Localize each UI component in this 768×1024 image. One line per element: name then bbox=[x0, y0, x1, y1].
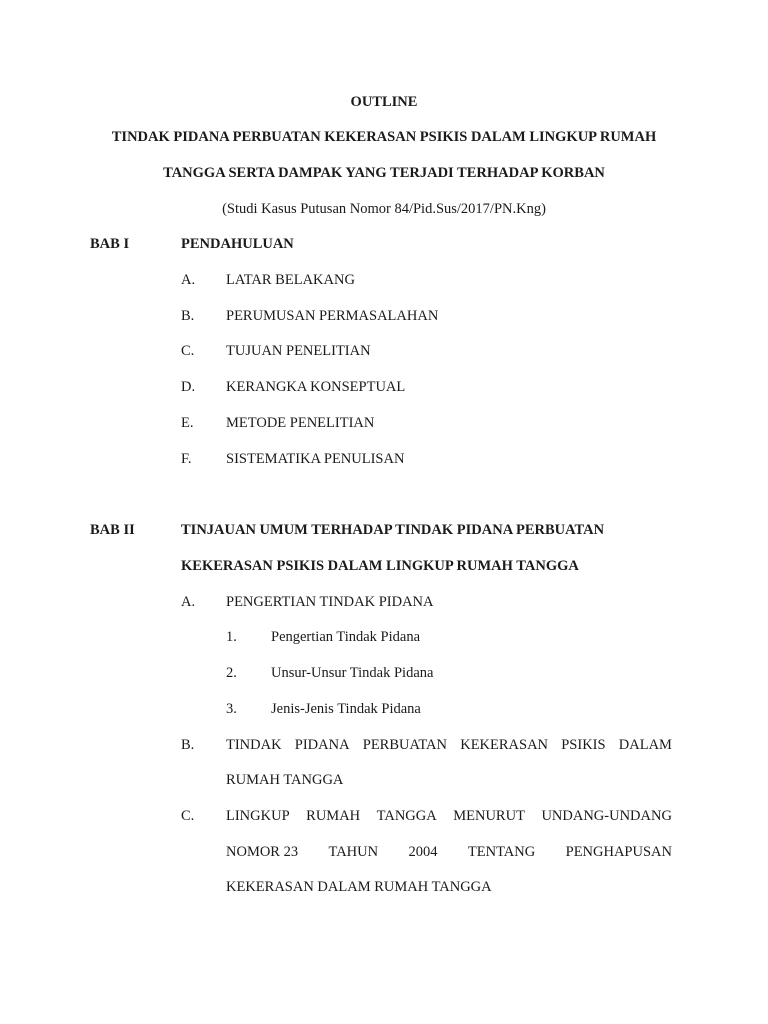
title-line-1: TINDAK PIDANA PERBUATAN KEKERASAN PSIKIS DALAM LINGKUP RUMAH bbox=[111, 129, 657, 145]
bab2-item-b-line-1 bbox=[226, 738, 672, 753]
bab2-subitem-text: Pengertian Tindak Pidana bbox=[271, 629, 421, 645]
bab1-item-letter: C. bbox=[181, 343, 195, 359]
bab1-item-letter: B. bbox=[181, 308, 195, 324]
word: PENGHAPUSAN bbox=[565, 844, 672, 860]
bab2-subitem-number: 3. bbox=[226, 701, 237, 717]
bab1-item-text: METODE PENELITIAN bbox=[226, 415, 375, 431]
bab1-item-text: TUJUAN PENELITIAN bbox=[226, 343, 371, 359]
word: UNDANG-UNDANG bbox=[541, 808, 672, 824]
word: LINGKUP bbox=[226, 808, 290, 824]
title-line-2: TANGGA SERTA DAMPAK YANG TERJADI TERHADAP KORBAN bbox=[163, 165, 605, 181]
bab2-title-line-1: TINJAUAN UMUM TERHADAP TINDAK PIDANA PERBUATAN bbox=[181, 522, 605, 538]
bab1-label: BAB I bbox=[90, 236, 130, 252]
bab2-subitem-number: 1. bbox=[226, 629, 237, 645]
bab2-item-c-line-2 bbox=[226, 845, 672, 860]
word: PERBUATAN bbox=[362, 737, 448, 753]
outline-heading: OUTLINE bbox=[350, 94, 418, 110]
bab2-item-a-letter: A. bbox=[181, 594, 196, 610]
bab2-label: BAB II bbox=[90, 522, 135, 538]
bab2-subitem-text: Unsur-Unsur Tindak Pidana bbox=[271, 665, 434, 681]
word: RUMAH bbox=[306, 808, 361, 824]
word: DALAM bbox=[618, 737, 672, 753]
bab1-title: PENDAHULUAN bbox=[181, 236, 294, 252]
word: PSIKIS bbox=[561, 737, 606, 753]
bab2-item-b-line-2: RUMAH TANGGA bbox=[226, 772, 344, 788]
bab2-item-b-letter: B. bbox=[181, 737, 195, 753]
bab2-title-line-2: KEKERASAN PSIKIS DALAM LINGKUP RUMAH TANGGA bbox=[181, 558, 579, 574]
bab1-item-letter: D. bbox=[181, 379, 196, 395]
bab2-item-c-letter: C. bbox=[181, 808, 195, 824]
bab1-item-text: KERANGKA KONSEPTUAL bbox=[226, 379, 406, 395]
bab1-item-letter: A. bbox=[181, 272, 196, 288]
bab1-item-text: PERUMUSAN PERMASALAHAN bbox=[226, 308, 439, 324]
bab1-item-text: SISTEMATIKA PENULISAN bbox=[226, 451, 405, 467]
bab2-subitem-text: Jenis-Jenis Tindak Pidana bbox=[271, 701, 421, 717]
word: TAHUN bbox=[328, 844, 379, 860]
word: TINDAK bbox=[226, 737, 282, 753]
word: TANGGA bbox=[376, 808, 437, 824]
word: 2004 bbox=[408, 844, 438, 860]
bab1-item-letter: F. bbox=[181, 451, 192, 467]
word: PIDANA bbox=[294, 737, 350, 753]
bab1-item-letter: E. bbox=[181, 415, 194, 431]
subtitle: (Studi Kasus Putusan Nomor 84/Pid.Sus/2017/PN.Kng) bbox=[222, 201, 546, 217]
bab2-subitem-number: 2. bbox=[226, 665, 237, 681]
bab2-item-c-line-1 bbox=[226, 809, 672, 824]
bab2-item-a-text: PENGERTIAN TINDAK PIDANA bbox=[226, 594, 434, 610]
word: MENURUT bbox=[453, 808, 525, 824]
word: NOMOR 23 bbox=[226, 844, 299, 860]
word: TENTANG bbox=[467, 844, 536, 860]
word: KEKERASAN bbox=[460, 737, 549, 753]
bab1-item-text: LATAR BELAKANG bbox=[226, 272, 355, 288]
bab2-item-c-line-3: KEKERASAN DALAM RUMAH TANGGA bbox=[226, 879, 492, 895]
